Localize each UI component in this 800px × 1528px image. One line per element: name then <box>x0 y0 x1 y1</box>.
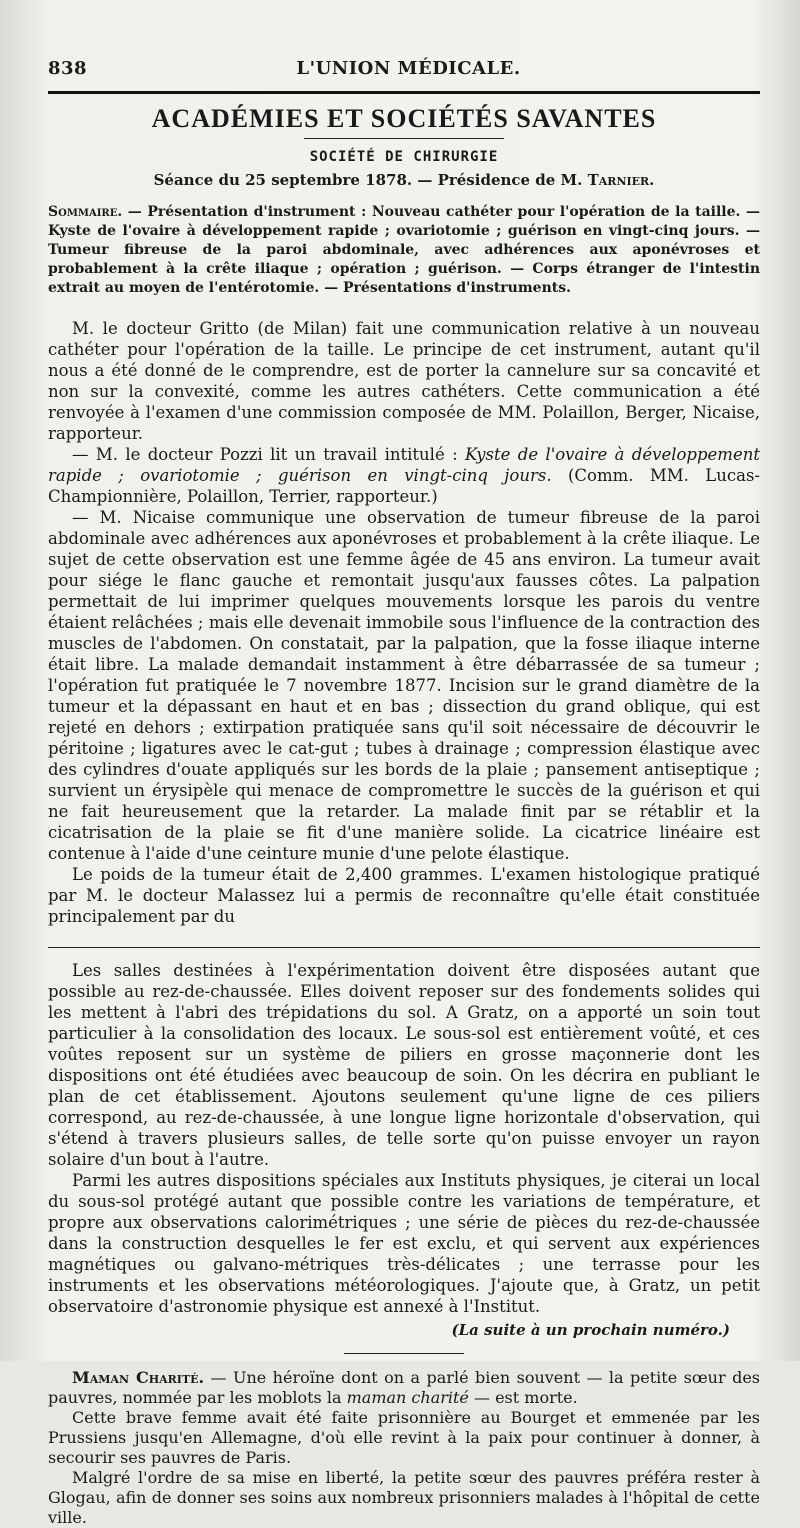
note-lead: Maman Charité. <box>72 1368 205 1387</box>
sommaire-lead: Sommaire. <box>48 204 123 220</box>
sommaire <box>48 203 760 298</box>
sommaire-text: — Présentation d'instrument : Nouveau cathéter pour l'opération de la taille. — Kyste de l'ovaire à développement rapide ; ovariotomie ; guérison en vingt-cinq jours. — Tumeur fibreuse de la paroi abdominale, avec adhérences aux aponévroses et probablement à la crête iliaque ; opération ; guérison. — Corps étranger de l'intestin extrait au moyen de l'entérotomie. — Présentations d'instruments. <box>48 204 760 296</box>
paragraph: Cette brave femme avait été faite prisonnière au Bourget et emmenée par les Prussiens jusqu'en Allemagne, d'où elle revint à la paix pour continuer à donner, à secourir ses pauvres de Paris. <box>48 1408 760 1467</box>
seance-president: Tarnier. <box>587 171 655 189</box>
society-heading: SOCIÉTÉ DE CHIRURGIE <box>309 149 499 165</box>
paragraph <box>48 444 760 507</box>
paragraph: — M. Nicaise communique une observation de tumeur fibreuse de la paroi abdominale avec adhérences aux aponévroses et probablement à la crête iliaque. Le sujet de cette observation est une femme âgée de 45 ans environ. La tumeur avait pour siége le flanc gauche et remontait jusqu'aux fausses côtes. La palpation permettait de lui imprimer quelques mouvements lorsque les parois du ventre étaient relâchées ; mais elle devenait immobile sous l'influence de la contraction des muscles de l'abdomen. On constatait, par la palpation, que la fosse iliaque interne était libre. La malade demandait instamment à être débarrassée de sa tumeur ; l'opération fut pratiquée le 7 novembre 1877. Incision sur le grand diamètre de la tumeur et la dépassant en haut et en bas ; dissection du grand oblique, qui est rejeté en dehors ; extirpation pratiquée sans qu'il soit nécessaire de découvrir le péritoine ; ligatures avec le cat-gut ; tubes à drainage ; compression élastique avec des cylindres d'ouate appliqués sur les bords de la plaie ; pansement antiseptique ; survient un érysipèle qui menace de compromettre le succès de la guérison et qui ne fait heureusement que la retarder. La malade finit par se rétablir et la cicatrisation de la plaie se fit d'une manière solide. La cicatrice linéaire est contenue à l'aide d'une ceinture munie d'une pelote élastique. <box>48 508 760 863</box>
paragraph: M. le docteur Gritto (de Milan) fait une communication relative à un nouveau cathéter pour l'opération de la taille. Le principe de cet instrument, autant qu'il nous a été donné de le comprendre, est de porter la cannelure sur sa concavité et non sur la convexité, comme les autres cathéters. Cette communication a été renvoyée à l'examen d'une commission composée de MM. Polaillon, Berger, Nicaise, rapporteur. <box>48 319 760 443</box>
paragraph-text: — M. le docteur Pozzi lit un travail intitulé : <box>72 445 458 464</box>
paragraph-text: — est morte. <box>473 1388 578 1407</box>
feuilleton <box>48 960 760 1339</box>
paragraph-text: — Une héroïne dont on a parlé bien souvent — la petite sœur des pauvres, nommée par les moblots la <box>48 1368 761 1407</box>
paragraph <box>48 1368 760 1408</box>
paragraph: Le poids de la tumeur était de 2,400 grammes. L'examen histologique pratiqué par M. le docteur Malassez lui a permis de reconnaître qu'elle était constituée principalement par du <box>48 865 760 926</box>
running-head <box>48 58 760 85</box>
divider <box>344 1353 464 1354</box>
paragraph-text: (Comm. MM. Lucas-Championnière, Polaillon, Terrier, rapporteur.) <box>48 466 760 506</box>
paragraph: Les salles destinées à l'expérimentation doivent être disposées autant que possible au rez-de-chaussée. Elles doivent reposer sur des fondements solides qui les mettent à l'abri des trépidations du sol. A Gratz, on a apporté un soin tout particulier à la consolidation des locaux. Le sous-sol est entièrement voûté, et ces voûtes reposent sur un système de piliers en grosse maçonnerie dont les dispositions ont été étudiées avec beaucoup de soin. On les décrira en publiant le plan de cet établissement. Ajoutons seulement qu'une ligne de ces piliers correspond, au rez-de-chaussée, à une longue ligne horizontale d'observation, qui s'étend à travers plusieurs salles, de telle sorte qu'on puisse envoyer un rayon solaire d'un bout à l'autre. <box>48 961 760 1169</box>
feuilleton-rule <box>48 947 760 948</box>
paragraph: Parmi les autres dispositions spéciales aux Instituts physiques, je citerai un local du sous-sol protégé autant que possible contre les variations de température, et propre aux observations calorimétriques ; une série de pièces du rez-de-chaussée dans la construction desquelles le fer est exclu, et qui servent aux expériences magnétiques ou galvano-métriques très-délicates ; une terrasse pour les instruments et les observations météorologiques. J'ajoute que, à Gratz, un petit observatoire d'astronomie physique est annexé à l'Institut. <box>48 1171 760 1316</box>
maman-charite-note <box>48 1368 760 1528</box>
header-rule <box>48 91 760 94</box>
paragraph-italic: Kyste de l'ovaire à développement rapide ; ovariotomie ; guérison en vingt-cinq jours. <box>48 445 760 485</box>
continuation-note: (La suite à un prochain numéro.) <box>451 1321 730 1339</box>
journal-title: L'UNION MÉDICALE. <box>296 58 521 79</box>
article-body <box>48 318 760 927</box>
page-number: 838 <box>48 58 88 79</box>
seance-text: Séance du 25 septembre 1878. — Présidence de M. <box>153 171 583 189</box>
section-rule <box>304 138 504 139</box>
seance-line <box>48 171 760 189</box>
paragraph: Malgré l'ordre de sa mise en liberté, la petite sœur des pauvres préféra rester à Glogau, afin de donner ses soins aux nombreux prisonniers malades à l'hôpital de cette ville. <box>48 1468 760 1527</box>
paragraph-italic: maman charité <box>346 1388 469 1407</box>
section-title: ACADÉMIES ET SOCIÉTÉS SAVANTES <box>151 104 657 133</box>
